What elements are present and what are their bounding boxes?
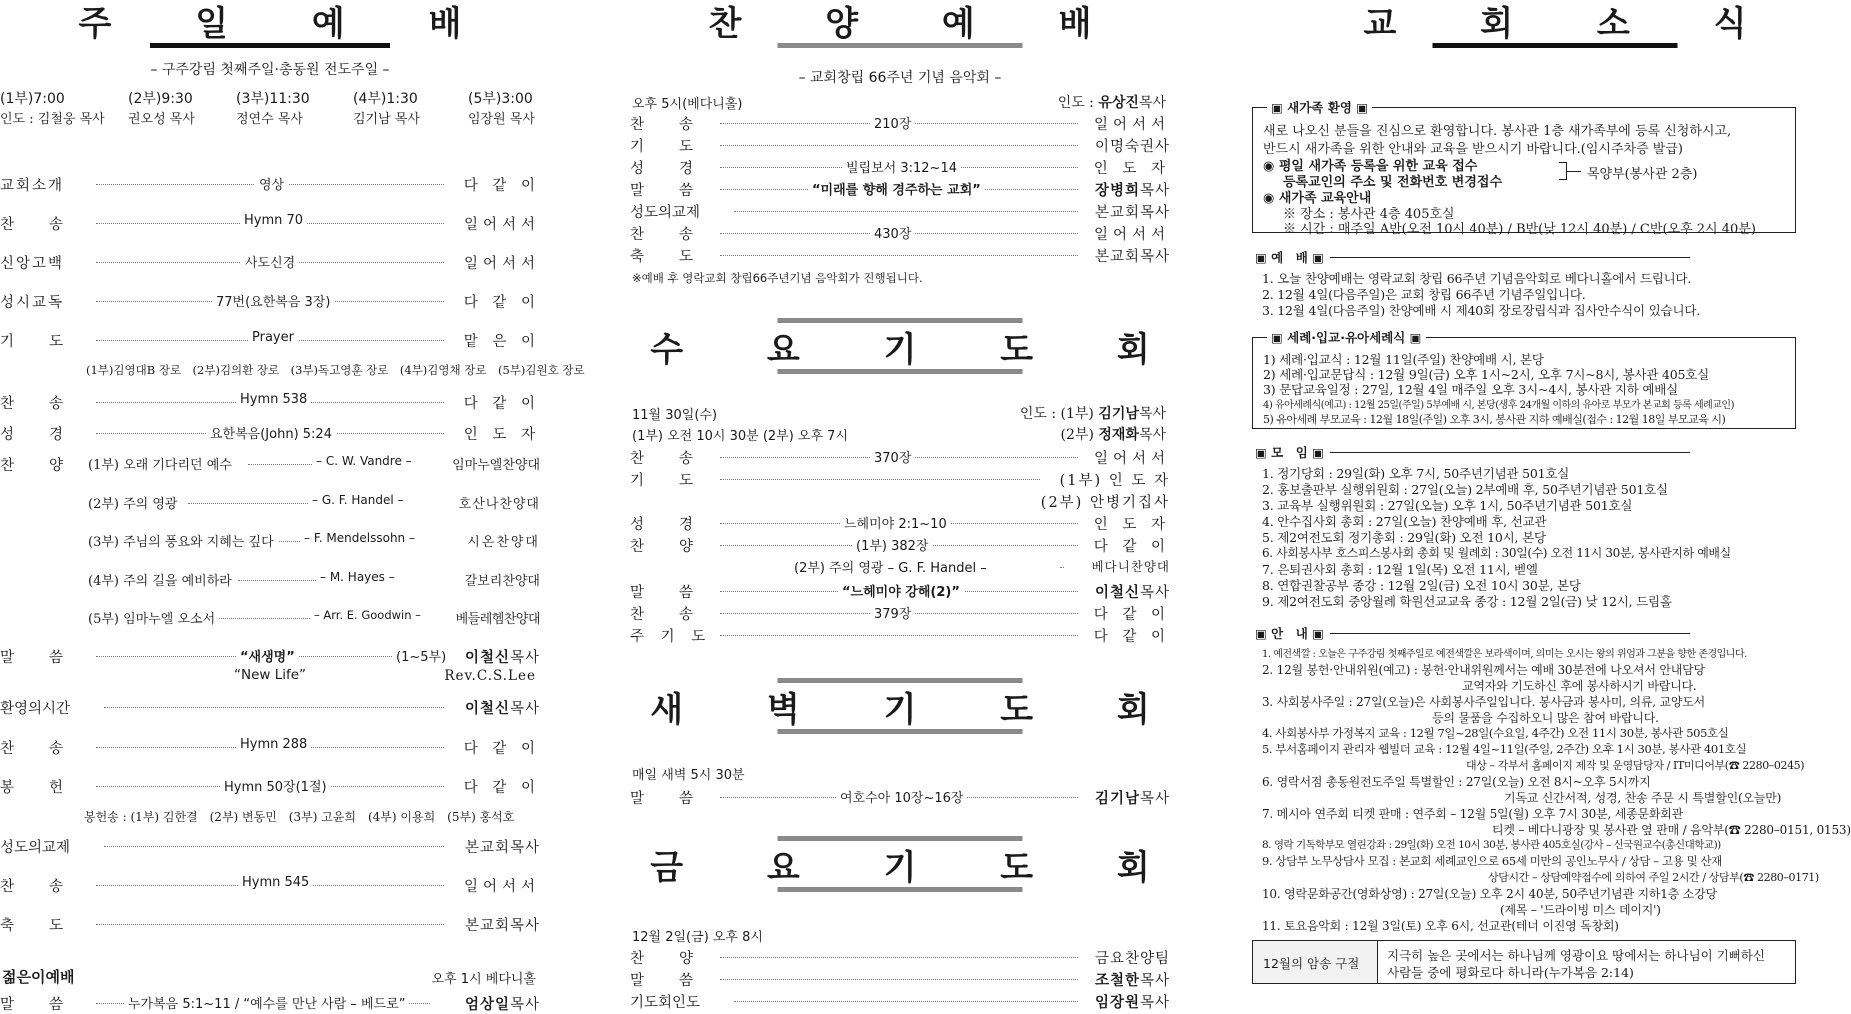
memory-verse-text-1: 지극히 높은 곳에서는 하나님께 영광이요 땅에서는 하나님이 기뻐하신	[1387, 948, 1765, 963]
order-label: 교회소개	[0, 174, 68, 195]
order-label: 말 씀	[630, 581, 699, 602]
order-performer: 본교회목사	[1091, 245, 1170, 266]
choir-row-2	[88, 493, 540, 513]
sermon-title: “새생명”	[236, 646, 299, 665]
meeting-heading: ▣ 모 임 ▣	[1255, 445, 1324, 460]
wednesday-leader-label: 인도 : (1부)	[1019, 406, 1094, 422]
worship-item: 2. 12월 4일(다음주일)은 교회 창립 66주년 기념주일입니다.	[1262, 287, 1586, 302]
youth-preacher: 엄상일	[464, 996, 510, 1013]
friday-header	[630, 836, 1186, 890]
order-label: 찬 송	[0, 392, 69, 413]
service-leader-3: 정연수 목사	[236, 112, 303, 127]
newcomer-sub-1: ※ 장소 : 봉사관 4층 405호실	[1283, 207, 1455, 222]
order-content: Hymn 288	[236, 737, 311, 752]
order-row	[0, 914, 540, 934]
order-label: 찬 양	[630, 535, 699, 556]
notice-heading: ▣ 안 내 ▣	[1255, 626, 1324, 641]
order-performer: 본교회목사	[461, 836, 540, 857]
order-content: Hymn 70	[240, 213, 307, 228]
service-time-2: (2부)9:30	[128, 91, 193, 107]
dawn-row	[630, 787, 1170, 807]
order-label: 성 경	[630, 513, 699, 534]
praise-row	[630, 157, 1170, 177]
order-label: 찬 송	[0, 213, 69, 234]
wednesday-header	[630, 318, 1186, 372]
choir-name: 베들레헴찬양대	[452, 608, 540, 627]
notice-item: (제목 – '드라이빙 미스 데이지')	[1500, 903, 1661, 917]
choir-song: (4부) 주의 길을 예비하라	[88, 570, 236, 589]
order-content: Prayer	[248, 330, 298, 345]
sermon-row	[0, 646, 540, 666]
dawn-header	[630, 678, 1186, 732]
newcomer-box	[1252, 100, 1796, 237]
order-label: 찬 송	[0, 875, 69, 896]
service-time-4: (4부)1:30	[353, 91, 418, 107]
order-content: “느헤미야 강해(2)”	[838, 581, 964, 600]
order-performer: 다 같 이	[460, 174, 540, 195]
welcome-preacher: 이철신	[464, 700, 510, 717]
sunday-worship-header	[0, 0, 540, 46]
order-label: 환영의시간	[0, 697, 74, 718]
order-performer: 다 같 이	[460, 291, 540, 312]
praise-row	[630, 201, 1170, 221]
choir-composer: – Arr. E. Goodwin –	[310, 608, 425, 622]
notice-item: 5. 부서홈페이지 관리자 웹빌더 교육 : 12월 4일~11일(주일, 2주간) 오후 1시 30분, 봉사관 401호실	[1262, 742, 1747, 756]
order-performer: 다 같 이	[460, 392, 540, 413]
memory-verse-text-2: 사람들 중에 평화로다 하니라(누가복음 2:14)	[1387, 965, 1634, 980]
order-label: 찬 양	[630, 947, 699, 968]
youth-service-title: 젊은이예배	[2, 968, 75, 986]
wednesday-row	[630, 581, 1170, 601]
order-performer: 일어서서	[460, 252, 540, 273]
dawn-title: 새 벽 기 도 회	[650, 690, 1186, 730]
order-performer-cell	[1091, 991, 1170, 1012]
praise-leader-cell	[1058, 92, 1166, 112]
wednesday-row	[630, 491, 1170, 511]
worship-item: 1. 오늘 찬양예배는 영락교회 창립 66주년 기념음악회로 베다니홀에서 드립니다.	[1262, 271, 1692, 286]
wednesday-leader-2-role: 목사	[1138, 427, 1166, 443]
order-row	[0, 875, 540, 895]
order-content: 77번(요한복음 3장)	[212, 291, 334, 310]
sermon-role: 목사	[509, 650, 540, 666]
notice-item: 대상 – 각부서 홈페이지 제작 및 운영담당자 / IT미디어부(☎ 2280–0245)	[1466, 759, 1805, 772]
notice-item: 7. 메시아 연주회 티켓 판매 : 연주회 – 12월 5일(월) 오후 7시 30분, 세종문화회관	[1262, 807, 1684, 821]
order-performer: 다 같 이	[460, 737, 540, 758]
baptism-item: 4) 유아세례식(예고) : 12월 25일(주일) 5부예배 시, 본당(생후 24개월 이하의 유아로 부모가 본교회 등록 세례교인)	[1263, 400, 1734, 411]
order-content: 빌립보서 3:12~14	[842, 157, 961, 176]
choir-song: (2부) 주의 영광	[88, 493, 181, 512]
praise-time: 오후 5시(베다니홀)	[632, 97, 743, 112]
friday-row	[630, 947, 1170, 967]
order-label: 주 기 도	[630, 625, 715, 646]
order-row	[0, 697, 540, 717]
praise-row	[630, 245, 1170, 265]
baptism-item: 2) 세례·입교문답식 : 12월 9일(금) 오후 1시~2시, 오후 7시~8시, 봉사관 405호실	[1263, 367, 1710, 382]
newcomer-bracket	[1559, 162, 1567, 180]
praise-row	[630, 113, 1170, 133]
sunday-worship-column	[0, 0, 585, 1013]
order-label: 말 씀	[630, 179, 699, 200]
notice-item: 상담시간 – 상담예약접수에 의하여 주일 2시간 / 상담부(☎ 2280–0171)	[1488, 871, 1819, 884]
order-content: “미래를 향해 경주하는 교회”	[808, 179, 985, 198]
notice-item: 8. 영락 기독학부모 열린강좌 : 29일(화) 오전 10시 30분, 봉사관 405호실(강사 – 신국원교수(총신대학교))	[1262, 839, 1721, 851]
dawn-preacher-role: 목사	[1139, 791, 1170, 807]
dawn-preacher: 김기남	[1094, 790, 1140, 807]
wednesday-leader-cell	[1020, 403, 1166, 423]
service-leader-1: 인도 : 김철웅 목사	[0, 112, 105, 127]
choir-song: (5부) 임마누엘 오소서	[88, 608, 219, 627]
choir-composer: – C. W. Vandre –	[312, 454, 416, 468]
order-performer: 다 같 이	[460, 776, 540, 797]
order-row	[0, 836, 540, 856]
praise-row	[630, 223, 1170, 243]
meeting-item: 9. 제2여전도회 중앙월례 학원선교교육 종강 : 12월 2일(금) 낮 12시, 드림홀	[1262, 594, 1672, 609]
baptism-box	[1252, 330, 1796, 429]
order-performer: 인 도 자	[1090, 513, 1170, 534]
order-label: 말 씀	[630, 969, 699, 990]
order-label: 찬 송	[630, 447, 699, 468]
order-content: 379장	[870, 603, 915, 622]
youth-preacher-cell	[461, 993, 540, 1014]
service-leader-2: 권오성 목사	[128, 112, 195, 127]
order-label: 말 씀	[0, 993, 69, 1014]
wednesday-title: 수 요 기 도 회	[650, 330, 1186, 370]
praise-subtitle: – 교회창립 66주년 기념 음악회 –	[798, 70, 1002, 86]
order-performer: 본교회목사	[461, 914, 540, 935]
memory-verse-box	[1252, 940, 1796, 984]
order-performer: 일어서서	[460, 213, 540, 234]
order-label: 축 도	[630, 245, 699, 266]
wednesday-leader-2: 정재화	[1098, 427, 1139, 443]
praise-note: ※예배 후 영락교회 창립66주년기념 음악회가 진행됩니다.	[632, 271, 923, 285]
meeting-item: 1. 정기당회 : 29일(화) 오후 7시, 50주년기념관 501호실	[1262, 466, 1570, 481]
order-label: 기 도	[630, 135, 699, 156]
order-label: 기 도	[630, 469, 699, 490]
service-time-5: (5부)3:00	[468, 91, 533, 107]
welcome-role: 목사	[509, 701, 540, 717]
praise-title: 찬 양 예 배	[708, 4, 1128, 44]
notice-item: 2. 12월 봉헌·안내위원(예고) : 봉헌·안내위원께서는 예배 30분전에 나오셔서 안내담당	[1262, 663, 1705, 677]
order-row	[0, 330, 540, 350]
order-label: 성 경	[0, 423, 69, 444]
choir-row-5	[88, 608, 540, 628]
wednesday-date: 11월 30일(수)	[632, 408, 718, 423]
wednesday-leader-role: 목사	[1138, 406, 1166, 422]
order-row	[0, 423, 540, 443]
order-content: 사도신경	[241, 252, 299, 271]
order-content: 요한복음(John) 5:24	[206, 423, 336, 442]
newcomer-sub-2: ※ 시간 : 매주일 A반(오전 10시 40분) / B반(낮 12시 40분) / C반(오후 2시 40분)	[1283, 222, 1756, 237]
order-performer-role: 목사	[1139, 585, 1170, 601]
wednesday-leader-1: 김기남	[1098, 406, 1139, 422]
notice-item: 티켓 – 베다니광장 및 봉사관 옆 판매 / 음악부(☎ 2280–0151, 0153)	[1492, 823, 1851, 837]
choir-composer: – F. Mendelssohn –	[300, 531, 419, 545]
order-content: (1부) 382장	[852, 535, 932, 554]
praise-row	[630, 179, 1170, 199]
praise-leader: 유상진	[1098, 95, 1139, 111]
order-label: 축 도	[0, 914, 69, 935]
order-performer-cell	[1091, 581, 1170, 602]
friday-time: 12월 2일(금) 오후 8시	[632, 930, 763, 945]
order-performer: 다 같 이	[1090, 535, 1170, 556]
dawn-time: 매일 새벽 5시 30분	[632, 768, 745, 783]
order-performer: 다 같 이	[1090, 603, 1170, 624]
order-row	[0, 776, 540, 796]
youth-row	[0, 993, 540, 1013]
meeting-item: 6. 사회봉사부 호스피스봉사회 총회 및 월례회 : 30일(수) 오전 11시 30분, 봉사관지하 예배실	[1262, 546, 1731, 560]
offering-singers: 봉헌송 : (1부) 김한결 (2부) 변동민 (3부) 고윤희 (4부) 이용희 (5부) 홍석호	[84, 810, 515, 824]
worship-heading: ▣ 예 배 ▣	[1255, 250, 1324, 265]
meeting-item: 5. 제2여전도회 정기총회 : 29일(화) 오전 10시, 본당	[1262, 530, 1546, 545]
memory-verse-label: 12월의 암송 구절	[1263, 956, 1360, 971]
order-content: (2부) 주의 영광 – G. F. Handel –	[790, 557, 991, 576]
wednesday-row	[630, 469, 1170, 489]
order-content: 영상	[255, 174, 288, 193]
sunday-subtitle: – 구주강림 첫째주일·총동원 전도주일 –	[150, 62, 390, 78]
choir-name: 갈보리찬양대	[461, 570, 540, 589]
choir-row-1	[88, 454, 540, 474]
order-performer: 다 같 이	[1090, 625, 1170, 646]
order-label: 성도의교제	[0, 836, 74, 857]
notice-item: 교역자와 기도하신 후에 봉사하시기 바랍니다.	[1462, 679, 1697, 693]
order-label: 신앙고백	[0, 252, 68, 273]
order-label: 찬 송	[0, 737, 69, 758]
order-performer: 일어서서	[460, 875, 540, 896]
service-leader-4: 김기남 목사	[353, 112, 420, 127]
choir-name: 시온찬양대	[463, 531, 540, 550]
choir-song: (1부) 오래 기다리던 예수	[88, 454, 236, 473]
evening-services-column	[630, 0, 1186, 1011]
order-performer: 베다니찬양대	[1088, 557, 1170, 575]
wednesday-row	[630, 625, 1170, 645]
wednesday-row	[630, 447, 1170, 467]
order-content: 여호수아 10장~16장	[836, 787, 967, 806]
order-performer: 장병희	[1094, 182, 1140, 199]
newcomer-bullet-1: ◉ 평일 새가족 등록을 위한 교육 접수	[1263, 159, 1478, 174]
order-performer-cell	[1091, 969, 1170, 990]
order-performer: 금요찬양팀	[1091, 947, 1170, 968]
newcomer-bullet-3: ◉ 새가족 교육안내	[1263, 191, 1372, 206]
order-row	[0, 291, 540, 311]
meeting-item: 8. 연합권찰공부 종강 : 12월 2일(금) 오전 10시 30분, 본당	[1262, 578, 1581, 593]
worship-item: 3. 12월 4일(다음주일) 찬양예배 시 제40회 장로장립식과 집사안수식이 있습니다.	[1262, 303, 1700, 318]
order-performer: 임장원	[1094, 994, 1140, 1011]
notice-item: 10. 영락문화공간(영화상영) : 27일(오늘) 오후 2시 40분, 50주년기념관 지하1층 소강당	[1262, 887, 1717, 901]
choir-name: 임마누엘찬양대	[448, 454, 540, 473]
order-label: 찬 송	[630, 603, 699, 624]
meeting-item: 3. 교육부 실행위원회 : 27일(오늘) 오후 1시, 50주년기념관 501호실	[1262, 498, 1633, 513]
sermon-title-en: “New Life”	[234, 667, 307, 683]
order-content: 430장	[870, 223, 915, 242]
order-content: 느헤미야 2:1~10	[840, 513, 951, 532]
order-label: 말 씀	[630, 787, 699, 808]
order-performer: 조철한	[1094, 972, 1140, 989]
order-label: 말 씀	[0, 646, 69, 667]
sermon-preacher-cell	[461, 646, 540, 667]
praise-leader-label: 인도 :	[1057, 95, 1094, 111]
sermon-preacher-en: Rev.C.S.Lee	[444, 668, 536, 684]
baptism-item: 5) 유아세례 부모교육 : 12월 18일(주일) 오후 3시, 봉사관 지하 예배실(접수 : 12월 18일 부모교육 시)	[1263, 413, 1726, 426]
youth-service-time: 오후 1시 베다니홀	[431, 972, 536, 987]
order-label: 기도회인도	[630, 991, 704, 1012]
order-performer: 이철신	[1094, 584, 1140, 601]
choir-row-3	[88, 531, 540, 551]
wednesday-row	[630, 557, 1170, 577]
notice-item: 1. 예전색깔 : 오늘은 구주강림 첫째주일로 예전색깔은 보라색이며, 의미는 오시는 왕의 위엄과 그분을 향한 존경입니다.	[1262, 649, 1747, 660]
order-content: Hymn 545	[238, 875, 313, 890]
youth-sermon: 누가복음 5:1~11 / “예수를 만난 사람 – 베드로”	[124, 993, 409, 1012]
order-content: Hymn 538	[236, 392, 311, 407]
order-label: 찬 송	[630, 113, 699, 134]
notice-item: 4. 사회봉사부 가정복지 교육 : 12월 7일~28일(수요일, 4주간) 오전 11시 30분, 봉사관 505호실	[1262, 726, 1729, 740]
order-row	[0, 737, 540, 757]
baptism-caption: ▣ 세례·입교·유아세례식 ▣	[1267, 328, 1426, 346]
praise-leader-role: 목사	[1138, 95, 1166, 111]
wednesday-leader-2-label: (2부)	[1060, 427, 1094, 443]
newcomer-bullet-2: 등록교인의 주소 및 전화번호 변경접수	[1283, 175, 1503, 190]
choir-name: 호산나찬양대	[455, 493, 540, 512]
order-content: Hymn 50장(1절)	[220, 776, 331, 795]
order-label: 성도의교제	[630, 201, 704, 222]
order-row	[0, 392, 540, 412]
notice-item: 9. 상담부 노무상담사 모집 : 본교회 세례교인으로 65세 미만의 공인노무사 / 상담 – 고용 및 산재	[1262, 854, 1722, 868]
order-performer: (1부) 인 도 자	[1056, 469, 1170, 490]
notice-item: 등의 물품을 수집하오니 많은 참여 바랍니다.	[1432, 711, 1659, 725]
wednesday-row	[630, 513, 1170, 533]
wednesday-row	[630, 603, 1170, 623]
newcomer-line: 반드시 새가족을 위한 안내와 교육을 받으시기 바랍니다.(임시주차증 발급)	[1263, 142, 1683, 157]
choir-composer: – G. F. Handel –	[308, 493, 407, 507]
order-performer: 이명숙권사	[1091, 135, 1170, 156]
friday-row	[630, 969, 1170, 989]
order-label: 찬 송	[630, 223, 699, 244]
order-label: 봉 헌	[0, 776, 69, 797]
order-content: 370장	[870, 447, 915, 466]
news-header	[1260, 0, 1801, 46]
order-label: 성 경	[630, 157, 699, 178]
notice-item: 6. 영락서점 총동원전도주일 특별할인 : 27일(오늘) 오전 8시~오후 5시까지	[1262, 775, 1651, 789]
order-performer-role: 목사	[1139, 973, 1170, 989]
meeting-item: 7. 은퇴권사회 총회 : 12월 1일(목) 오전 11시, 벧엘	[1262, 562, 1538, 577]
service-time-3: (3부)11:30	[236, 91, 310, 107]
church-news-column	[1255, 0, 1851, 980]
notice-item: 기독교 신간서적, 성경, 찬송 주문 시 특별할인(오늘만)	[1504, 791, 1782, 805]
wednesday-row	[630, 535, 1170, 555]
order-performer: 본교회목사	[1091, 201, 1170, 222]
praise-header	[630, 0, 1170, 46]
order-performer: 맡 은 이	[460, 330, 540, 351]
newcomer-place: 목양부(봉사관 2층)	[1587, 167, 1698, 182]
sunday-worship-title: 주 일 예 배	[78, 4, 498, 44]
memory-verse-divider	[1377, 941, 1378, 983]
order-performer: 일어서서	[1090, 113, 1170, 134]
order-performer-role: 목사	[1139, 183, 1170, 199]
order-performer: 일어서서	[1090, 447, 1170, 468]
baptism-item: 3) 문답교육일정 : 27일, 12월 4일 매주일 오후 3시~4시, 봉사관 지하 예배실	[1263, 382, 1679, 397]
order-label: 성시교독	[0, 291, 68, 312]
order-row	[0, 252, 540, 272]
choir-song: (3부) 주님의 풍요와 지혜는 깊다	[88, 531, 278, 550]
newcomer-line: 새로 나오신 분들을 진심으로 환영합니다. 봉사관 1층 새가족부에 등록 신청하시고,	[1263, 124, 1732, 139]
praise-row	[630, 135, 1170, 155]
sermon-preacher: 이철신	[464, 649, 510, 666]
order-performer: 일어서서	[1090, 223, 1170, 244]
newcomer-bracket-line	[1567, 171, 1581, 172]
order-performer-role: 목사	[1139, 995, 1170, 1011]
friday-title: 금 요 기 도 회	[650, 848, 1186, 888]
prayer-elders: (1부)김영대B 장로 (2부)김의환 장로 (3부)독고영훈 장로 (4부)김영채 장로 (5부)김원호 장로	[86, 363, 585, 377]
notice-item: 11. 토요음악회 : 12월 3일(토) 오후 6시, 선교관(테너 이진영 독창회)	[1262, 919, 1619, 933]
newcomer-caption: ▣ 새가족 환영 ▣	[1267, 98, 1372, 116]
choir-row-4	[88, 570, 540, 590]
meeting-item: 2. 홍보출판부 실행위원회 : 27일(오늘) 2부예배 후, 50주년기념관 501호실	[1262, 482, 1668, 497]
order-content: 210장	[870, 113, 915, 132]
service-time-1: (1부)7:00	[0, 91, 65, 107]
notice-item: 3. 사회봉사주일 : 27일(오늘)은 사회봉사주일입니다. 봉사금과 봉사미, 의류, 교양도서	[1262, 695, 1706, 709]
choir-composer: – M. Hayes –	[316, 570, 399, 584]
youth-role: 목사	[509, 997, 540, 1013]
meeting-item: 4. 안수집사회 총회 : 27일(오늘) 찬양예배 후, 선교관	[1262, 514, 1547, 529]
service-leader-5: 임장원 목사	[468, 112, 535, 127]
order-performer: (2부) 안병기집사	[1037, 491, 1170, 512]
order-row	[0, 174, 540, 194]
order-performer-cell	[1091, 179, 1170, 200]
wednesday-leader-2-cell	[1061, 424, 1166, 444]
order-performer: 인 도 자	[460, 423, 540, 444]
dawn-preacher-cell	[1091, 787, 1170, 808]
order-label: 찬 양	[0, 454, 69, 475]
order-row	[0, 213, 540, 233]
friday-row	[630, 991, 1170, 1011]
sermon-range: (1~5부)	[392, 646, 450, 665]
baptism-item: 1) 세례·입교식 : 12월 11일(주일) 찬양예배 시, 본당	[1263, 352, 1544, 367]
welcome-preacher-cell	[461, 697, 540, 718]
wednesday-time: (1부) 오전 10시 30분 (2부) 오후 7시	[632, 429, 849, 444]
news-title: 교 회 소 식	[1363, 4, 1783, 44]
order-label: 기 도	[0, 330, 69, 351]
order-performer: 인 도 자	[1090, 157, 1170, 178]
